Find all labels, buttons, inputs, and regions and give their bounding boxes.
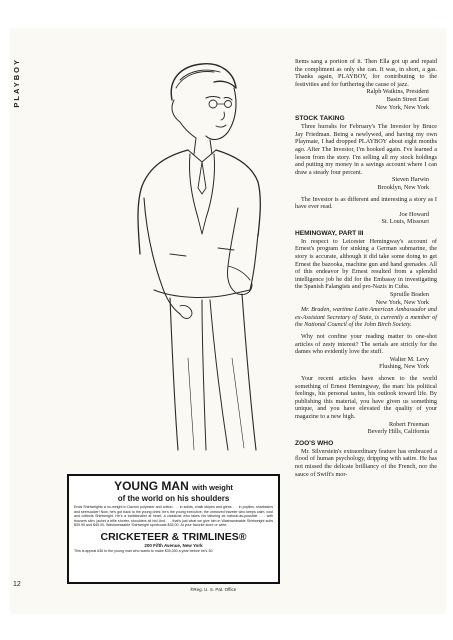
signature-name: Robert Freeman <box>388 420 429 428</box>
ad-subhead: of the world on his shoulders <box>117 494 230 503</box>
ad-body-copy: Ends Shirtweights a no-weight in Dacron polyester and cotton . . . in solids, chalk stripes and glens . . . in poplins, sharkskins and seersucker! Now, he's got back to the young ones: he's the young executive, the unmoved traveler who keeps calm, cool and collects Shirtweight. He's a traditionalist at heart, a classicist who takes his tailoring as natural-as-possible . . . with trousers slim, jacket a trifle shorter, shoulders all his! And . . . that's just what we give him in Washweasable Shirtweight suits $39.95 and $45.00. Washweasable Shirtweight sportcoats $35.00. At your favorite store or write: <box>74 505 273 527</box>
letter-text: Mr. Silverstein's extraordinary feature has embraced a flood of human psychology, dripping with satire. He has not missed the delicate brilliancy of the French, nor the sauce of Swift's mor- <box>295 447 437 478</box>
page-number: 12 <box>13 581 21 588</box>
signature-location: St. Louis, Missouri <box>381 218 429 226</box>
signature-name: Spruille Braden <box>389 291 429 299</box>
trademark-note: ®Reg. U. S. Pat. Office <box>190 587 237 592</box>
letters-column <box>295 58 437 478</box>
ad-headline: YOUNG MAN with weight <box>114 479 233 493</box>
signature-name: Ralph Watkins, President <box>366 88 429 96</box>
letter-text: Why not confine your reading matter to one-shot articles of zesty interest? The serials are strictly for the dames who evidently love the stuff. <box>295 333 437 356</box>
ad-fine-print: This is appeal #36 to the young man who wants to make $30,000 a year before he's 30. <box>74 548 214 553</box>
section-heading-stock-taking: STOCK TAKING <box>295 115 345 123</box>
signature-name: Steven Harwin <box>392 176 429 184</box>
ad-brand-logo: CRICKETEER & TRIMLINES® <box>100 530 247 543</box>
signature-location: New York, New York <box>375 103 429 111</box>
letter-text: Three hurrahs for February's The Investor by Bruce Jay Friedman. Being a newlywed, and having my own Playmate, I had dropped PLAYBOY about eight months ago. After The Investor, I'm hooked again. I've learned a lesson from the story. I'm selling all my stock holdings and putting my money in a savings account where I can draw a steady four percent. <box>295 123 437 176</box>
section-heading-zoos-who: ZOO'S WHO <box>295 439 334 447</box>
letter-intro-text: Items sang a portion of it. Then Ella got up and repaid the compliment as only she can. It was, in short, a gas. Thanks again, PLAYBOY, for contributing to the festivities and for furthering the cause of jazz. <box>295 58 437 88</box>
editor-note: Mr. Braden, wartime Latin American Ambassador and ex-Assistant Secretary of State, is currently a member of the National Council of the John Birch Society. <box>295 306 437 329</box>
spine-label: PLAYBOY <box>12 58 21 108</box>
section-heading-hemingway: HEMINGWAY, PART III <box>295 229 364 237</box>
letter-text: Your recent articles have shown to the world something of Ernest Hemingway, the man: his political feelings, his personal tastes, his outlook toward life. By publishing this material, you have given us something unique, and you have elevated the quality of your magazine to a new high. <box>295 374 437 420</box>
signature-location: New York, New York <box>375 298 429 306</box>
signature-line: Basin Street East <box>386 95 429 103</box>
signature-location: Beverly Hills, California <box>367 428 429 436</box>
letter-text: In respect to Leicester Hemingway's account of Ernest's program for sinking a German submarine, the story is accurate, although it did take some doing to get Ernest the bazooka, machine gun and hand grenades. All of this endeavor by Ernest resulted from a splendid intelligence job he did for the Embassy in investigating the Spanish Falangists and pro-Nazis in Cuba. <box>295 237 437 291</box>
signature-name: Joe Howard <box>399 210 429 218</box>
signature-location: Brooklyn, New York <box>377 183 429 191</box>
signature-name: Walter M. Levy <box>389 355 429 363</box>
ad-address: 200 Fifth Avenue, New York <box>144 542 203 548</box>
cricketeer-advertisement <box>67 474 280 584</box>
letter-text: The Investor is as different and interesting a story as I have ever read. <box>295 195 437 211</box>
signature-location: Flushing, New York <box>379 363 429 371</box>
fashion-sketch-illustration <box>110 58 295 470</box>
